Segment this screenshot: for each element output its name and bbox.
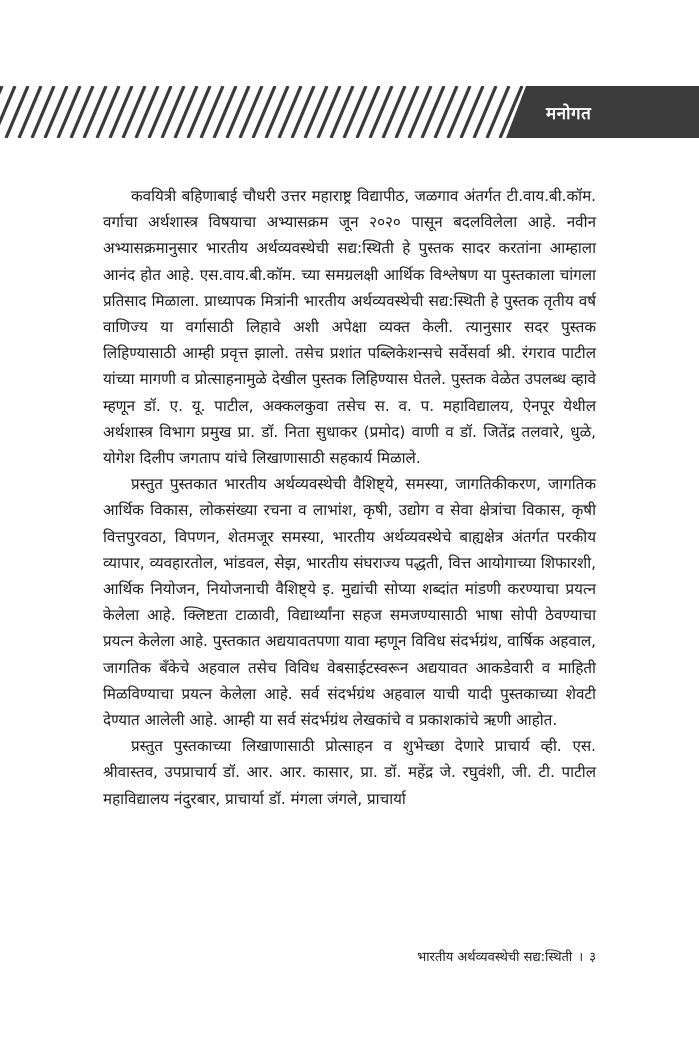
stripe-line [149,86,171,138]
stripe-line [383,86,405,138]
stripe-line [435,86,457,138]
stripe-line [0,86,15,138]
stripe-line [110,86,132,138]
stripe-line [474,86,496,138]
stripe-line [214,86,236,138]
stripe-line [19,86,41,138]
stripe-line [227,86,249,138]
stripe-line [97,86,119,138]
stripe-line [344,86,366,138]
stripe-line [175,86,197,138]
stripe-line [422,86,444,138]
stripe-line [0,86,2,138]
section-title: मनोगत [546,103,592,124]
stripe-line [32,86,54,138]
stripe-line [448,86,470,138]
body-text [103,183,596,812]
stripe-pattern [0,86,561,138]
stripe-line [331,86,353,138]
stripe-line [201,86,223,138]
stripe-line [318,86,340,138]
footer-separator: । [578,950,584,965]
page-footer [417,947,596,965]
paragraph-1: कवयित्री बहिणाबाई चौधरी उत्तर महाराष्ट्र विद्यापीठ, जळगाव अंतर्गत टी.वाय.बी.कॉम. वर्गाचा अर्थशास्त्र विषयाचा अभ्यासक्रम जून २०२० पासून बदलविलेला आहे. नवीन अभ्यासक्रमानुसार भारतीय अर्थव्यवस्थेची सद्य:स्थिती हे पुस्तक सादर करतांना आम्हाला आनंद होत आहे. एस.वाय.बी.कॉम. च्या समग्रलक्षी आर्थिक विश्लेषण या पुस्तकाला चांगला प्रतिसाद मिळाला. प्राध्यापक मित्रांनी भारतीय अर्थव्यवस्थेची सद्य:स्थिती हे पुस्तक तृतीय वर्ष वाणिज्य या वर्गासाठी लिहावे अशी अपेक्षा व्यक्त केली. त्यानुसार सदर पुस्तक लिहिण्यासाठी आम्ही प्रवृत्त झालो. तसेच प्रशांत पब्लिकेशन्सचे सर्वेसर्वा श्री. रंगराव पाटील यांच्या मागणी व प्रोत्साहनामुळे देखील पुस्तक लिहिण्यास घेतले. पुस्तक वेळेत उपलब्ध व्हावे म्हणून डॉ. ए. यू. पाटील, अक्कलकुवा तसेच स. व. प. महाविद्यालय, ऐनपूर येथील अर्थशास्त्र विभाग प्रमुख प्रा. डॉ. निता सुधाकर (प्रमोद) वाणी व डॉ. जितेंद्र तलवारे, धुळे, योगेश दिलीप जगताप यांचे लिखाणासाठी सहकार्य मिळाले. [103,187,596,468]
stripe-line [292,86,314,138]
stripe-line [266,86,288,138]
stripe-line [71,86,93,138]
stripe-line [188,86,210,138]
running-title: भारतीय अर्थव्यवस्थेची सद्य:स्थिती [417,950,573,965]
stripe-line [162,86,184,138]
stripe-line [370,86,392,138]
page-number: ३ [589,950,596,965]
paragraph-2: प्रस्तुत पुस्तकात भारतीय अर्थव्यवस्थेची वैशिष्ट्ये, समस्या, जागतिकीकरण, जागतिक आर्थिक विकास, लोकसंख्या रचना व लाभांश, कृषी, उद्योग व सेवा क्षेत्रांचा विकास, कृषी वित्तपुरवठा, विपणन, शेतमजूर समस्या, भारतीय अर्थव्यवस्थेचे बाह्यक्षेत्र अंतर्गत परकीय व्यापार, व्यवहारतोल, भांडवल, सेझ, भारतीय संघराज्य पद्धती, वित्त आयोगाच्या शिफारशी, आर्थिक नियोजन, नियोजनाची वैशिष्ट्ये इ. मुद्यांची सोप्या शब्दांत मांडणी करण्याचा प्रयत्न केलेला आहे. क्लिष्टता टाळावी, विद्यार्थ्यांना सहज समजण्यासाठी भाषा सोपी ठेवण्याचा प्रयत्न केलेला आहे. पुस्तकात अद्ययावतपणा यावा म्हणून विविध संदर्भग्रंथ, वार्षिक अहवाल, जागतिक बँकेचे अहवाल तसेच विविध वेबसाईटस्वरून अद्ययावत आकडेवारी व माहिती मिळविण्याचा प्रयत्न केलेला आहे. सर्व संदर्भग्रंथ अहवाल याची यादी पुस्तकाच्या शेवटी देण्यात आलेली आहे. आम्ही या सर्व संदर्भग्रंथ लेखकांचे व प्रकाशकांचे ऋणी आहोत. [103,475,596,730]
stripe-line [123,86,145,138]
stripe-line [240,86,262,138]
stripe-line [279,86,301,138]
stripe-line [253,86,275,138]
stripe-line [461,86,483,138]
stripe-line [84,86,106,138]
stripe-line [58,86,80,138]
stripe-line [6,86,28,138]
stripe-line [45,86,67,138]
stripe-line [409,86,431,138]
stripe-line [357,86,379,138]
stripe-line [487,86,509,138]
stripe-line [305,86,327,138]
stripe-line [136,86,158,138]
stripe-line [396,86,418,138]
paragraph-3: प्रस्तुत पुस्तकाच्या लिखाणासाठी प्रोत्साहन व शुभेच्छा देणारे प्राचार्य व्ही. एस. श्रीवास्तव, उपप्राचार्य डॉ. आर. आर. कासार, प्रा. डॉ. महेंद्र जे. रघुवंशी, जी. टी. पाटील महाविद्यालय नंदुरबार, प्राचार्या डॉ. मंगला जंगले, प्राचार्या [103,737,596,808]
